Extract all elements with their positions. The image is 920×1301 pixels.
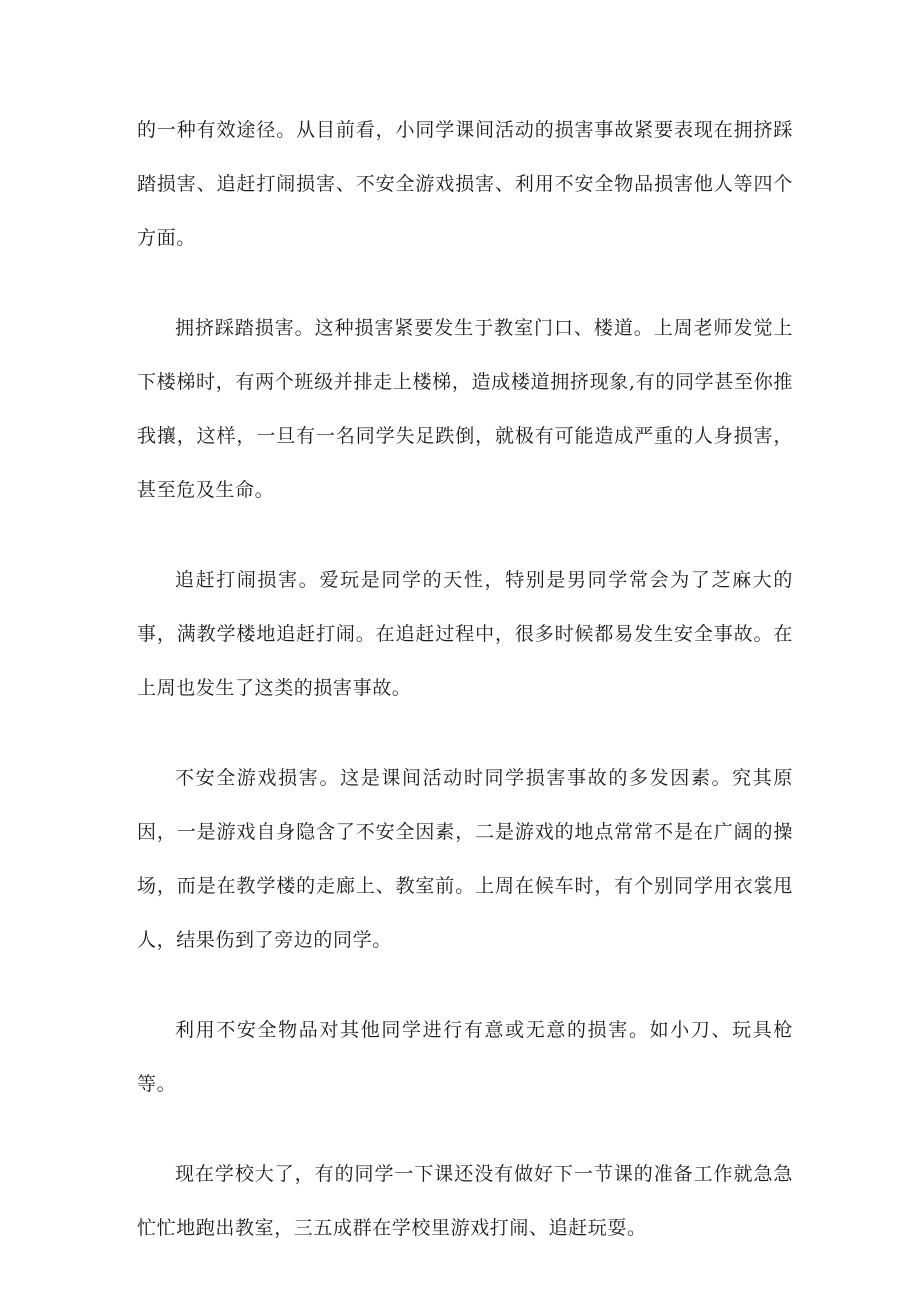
paragraph-continuation: 的一种有效途径。从目前看，小同学课间活动的损害事故紧要表现在拥挤踩踏损害、追赶打闹损害、不安全游戏损害、利用不安全物品损害他人等四个方面。 bbox=[137, 119, 793, 249]
paragraph-unsafe-objects: 利用不安全物品对其他同学进行有意或无意的损害。如小刀、玩具枪等。 bbox=[137, 1019, 793, 1095]
paragraph-school-now: 现在学校大了，有的同学一下课还没有做好下一节课的准备工作就急急忙忙地跑出教室，三五成群在学校里游戏打闹、追赶玩耍。 bbox=[137, 1163, 793, 1239]
paragraph-chasing-fighting: 追赶打闹损害。爱玩是同学的天性，特别是男同学常会为了芝麻大的事，满教学楼地追赶打闹。在追赶过程中，很多时候都易发生安全事故。在上周也发生了这类的损害事故。 bbox=[137, 569, 793, 699]
paragraph-unsafe-games: 不安全游戏损害。这是课间活动时同学损害事故的多发因素。究其原因，一是游戏自身隐含了不安全因素，二是游戏的地点常常不是在广阔的操场，而是在教学楼的走廊上、教室前。上周在候车时，有个别同学用衣裳甩人，结果伤到了旁边的同学。 bbox=[137, 767, 793, 951]
document-body bbox=[137, 103, 793, 1291]
paragraph-crowding-trampling: 拥挤踩踏损害。这种损害紧要发生于教室门口、楼道。上周老师发觉上下楼梯时，有两个班级并排走上楼梯，造成楼道拥挤现象,有的同学甚至你推我攘，这样，一旦有一名同学失足跌倒，就极有可能造成严重的人身损害，甚至危及生命。 bbox=[137, 317, 793, 501]
